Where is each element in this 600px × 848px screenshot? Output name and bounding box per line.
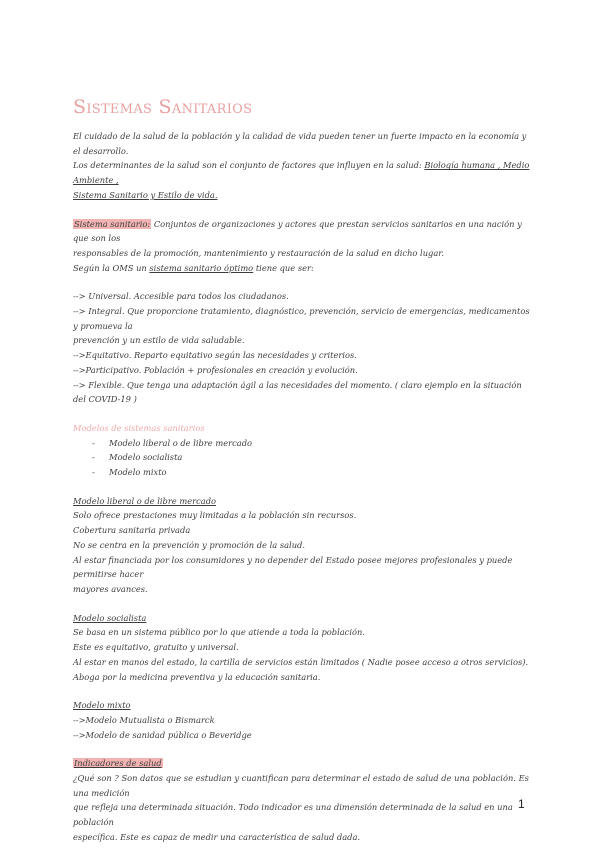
mixto-line: -->Modelo de sanidad pública o Beveridge (73, 729, 252, 740)
socialista-heading: Modelo socialista (73, 612, 147, 623)
definition-line-2: responsables de la promoción, mantenimiento y restauración de la salud en dicho lugar. (73, 247, 444, 258)
characteristic-universal: --> Universal. Accesible para todos los ciudadanos. (73, 291, 289, 302)
mixto-heading: Modelo mixto (73, 700, 131, 711)
models-list (73, 436, 533, 480)
definition-term: Sistema sanitario: (74, 218, 151, 229)
socialista-line: Al estar en manos del estado, la cartilla de servicios están limitados ( Nadie posee acceso a otros servicios). (73, 656, 529, 667)
liberal-line: mayores avances. (73, 583, 148, 594)
indicadores-heading: Indicadores de salud (74, 758, 162, 769)
models-heading: Modelos de sistemas sanitarios (73, 422, 205, 433)
page-title: Sistemas Sanitarios (73, 96, 253, 118)
socialista-line: Se basa en un sistema público por lo que atiende a toda la población. (73, 627, 365, 638)
determinants-list: Biología humana , Medio Ambiente , (73, 160, 530, 186)
list-item: - Modelo socialista (93, 450, 533, 465)
indicadores-line: específica. Este es capaz de medir una característica de salud dada. (73, 831, 361, 842)
characteristic-integral-cont: prevención y un estilo de vida saludable. (73, 335, 245, 346)
intro-line-2 (73, 158, 533, 187)
liberal-line: Al estar financiada por los consumidores y no depender del Estado posee mejores profesionales y puede permitirse hacer (73, 554, 513, 580)
indicadores-line: que refleja una determinada situación. Todo indicador es una dimensión determinada de la salud en una población (73, 802, 513, 828)
oms-prefix: Según la OMS un (73, 262, 150, 273)
socialista-line: Aboga por la medicina preventiva y la educación sanitaria. (73, 671, 321, 682)
liberal-line: Cobertura sanitaria privada (73, 525, 191, 536)
definition-line-1 (73, 217, 533, 246)
oms-suffix: tiene que ser: (253, 262, 314, 273)
page-number: 1 (518, 797, 525, 811)
list-item: - Modelo mixto (93, 465, 533, 480)
document-body (73, 129, 533, 845)
characteristic-flexible: --> Flexible. Que tenga una adaptación ágil a las necesidades del momento. ( claro ejemplo en la situación del COVID-19 ) (73, 379, 522, 405)
mixto-line: -->Modelo Mutualista o Bismarck (73, 714, 215, 725)
determinants-list-cont: Sistema Sanitario y Estilo de vida. (73, 189, 218, 200)
definition-text-1: Conjuntos de organizaciones y actores que prestan servicios sanitarios en una nación y que son los (73, 218, 522, 244)
characteristic-equitativo: -->Equitativo. Reparto equitativo según las necesidades y criterios. (73, 350, 357, 361)
liberal-heading: Modelo liberal o de libre mercado (73, 495, 216, 506)
list-item: - Modelo liberal o de libre mercado (93, 436, 533, 451)
intro-line-1: El cuidado de la salud de la población y la calidad de vida pueden tener un fuerte impacto en la economía y el desarrollo. (73, 131, 527, 156)
oms-link: sistema sanitario óptimo (149, 262, 254, 273)
characteristic-integral: --> Integral. Que proporcione tratamiento, diagnóstico, prevención, servicio de emergencias, medicamentos y promueva la (73, 306, 530, 331)
intro-line-3 (73, 188, 533, 203)
characteristic-participativo: -->Participativo. Población + profesionales en creación y evolución. (73, 364, 358, 375)
socialista-line: Este es equitativo, gratuito y universal. (73, 642, 239, 653)
indicadores-line: ¿Qué son ? Son datos que se estudian y cuantifican para determinar el estado de salud de una población. Es una medición (73, 773, 529, 798)
oms-line (73, 261, 533, 276)
liberal-line: Solo ofrece prestaciones muy limitadas a la población sin recursos. (73, 510, 357, 521)
liberal-line: No se centra en la prevención y promoción de la salud. (73, 539, 305, 550)
indicadores-heading-line (73, 756, 533, 771)
intro-line-2-text: Los determinantes de la salud son el conjunto de factores que influyen en la salud: (73, 160, 425, 171)
